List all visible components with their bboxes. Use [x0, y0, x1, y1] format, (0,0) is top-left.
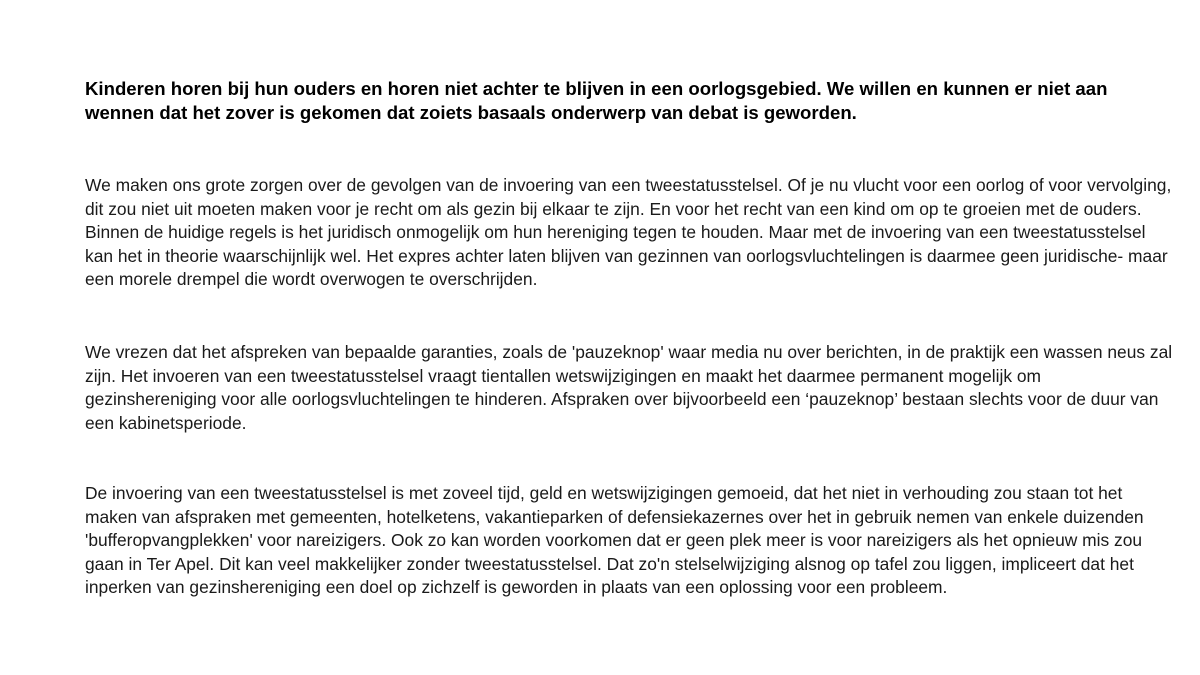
paragraph-line: 'bufferopvangplekken' voor nareizigers. Ook zo kan worden voorkomen dat er geen plek meer is voor nareizigers als het opnieuw mis zou	[85, 530, 1143, 551]
paragraph-line: We vrezen dat het afspreken van bepaalde garanties, zoals de 'pauzeknop' waar media nu over berichten, in de praktijk een wassen neus zal	[85, 342, 1173, 362]
paragraph-line: Binnen de huidige regels is het juridisch onmogelijk om hun hereniging tegen te houden. Maar met de invoering van een tweestatusstelsel	[85, 222, 1146, 243]
paragraph-line: dit zou niet uit moeten maken voor je recht om als gezin bij elkaar te zijn. En voor het recht van een kind om op te groeien met de ouders.	[85, 198, 1142, 219]
heading-line: Kinderen horen bij hun ouders en horen niet achter te blijven in een oorlogsgebied. We willen en kunnen er niet aan	[85, 78, 1108, 99]
paragraph-line: gezinshereniging voor alle oorlogsvluchtelingen te hinderen. Afspraken over bijvoorbeeld een ‘pauzeknop’ bestaan slechts voor de duur van	[85, 389, 1159, 410]
paragraph-line: gaan in Ter Apel. Dit kan veel makkelijker zonder tweestatusstelsel. Dat zo'n stelselwijziging alsnog op tafel zou liggen, impliceert dat het	[85, 553, 1134, 574]
paragraph-alternative	[85, 482, 1145, 600]
paragraph-line: inperken van gezinshereniging een doel op zichzelf is geworden in plaats van een oplossing voor een probleem.	[85, 577, 948, 598]
heading-line: wennen dat het zover is gekomen dat zoiets basaals onderwerp van debat is geworden.	[85, 101, 857, 123]
paragraph-line: De invoering van een tweestatusstelsel is met zoveel tijd, geld en wetswijzigingen gemoeid, dat het niet in verhouding zou staan tot het	[85, 483, 1123, 503]
paragraph-line: een morele drempel die wordt overwogen te overschrijden.	[85, 269, 538, 290]
paragraph-line: We maken ons grote zorgen over de gevolgen van de invoering van een tweestatusstelsel. Of je nu vlucht voor een oorlog of voor vervolging,	[85, 175, 1172, 195]
statement-heading	[85, 77, 1145, 124]
paragraph-line: maken van afspraken met gemeenten, hotelketens, vakantieparken of defensiekazernes over het in gebruik nemen van enkele duizenden	[85, 506, 1144, 527]
paragraph-concerns	[85, 174, 1172, 292]
paragraph-line: kan het in theorie waarschijnlijk wel. Het expres achter laten blijven van gezinnen van oorlogsvluchtelingen is daarmee geen juridische- maar	[85, 245, 1168, 266]
paragraph-line: zijn. Het invoeren van een tweestatusstelsel vraagt tientallen wetswijzigingen en maakt het daarmee permanent mogelijk om	[85, 365, 1042, 386]
paragraph-guarantees	[85, 341, 1173, 435]
paragraph-line: een kabinetsperiode.	[85, 412, 247, 433]
